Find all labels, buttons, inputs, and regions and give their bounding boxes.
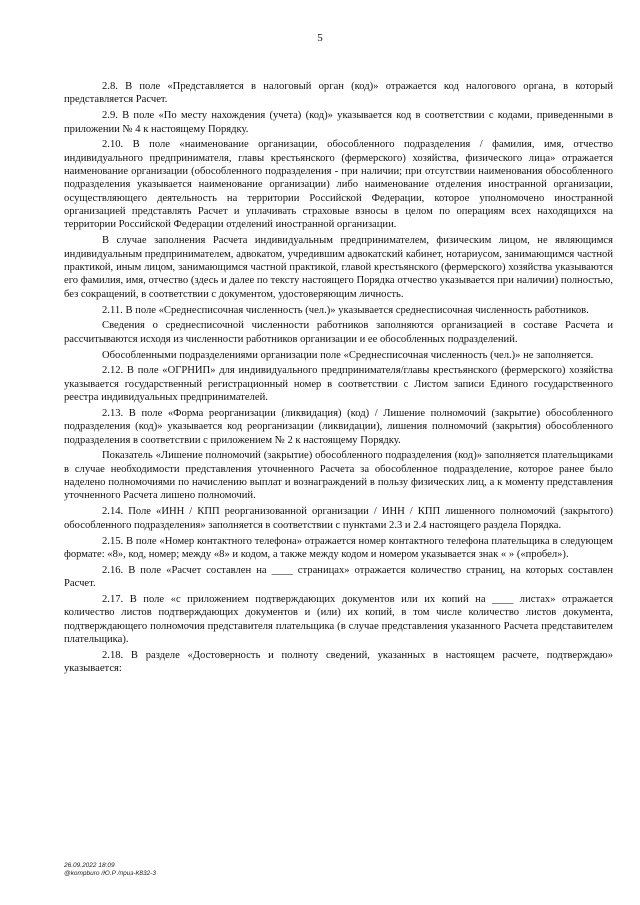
footer-stamp-text: @kompburo /Ю.Р /приз-К832-3 <box>64 870 156 878</box>
paragraph-2-18: 2.18. В разделе «Достоверность и полноту сведений, указанных в настоящем расчете, подтверждаю» указывается: <box>64 649 613 675</box>
paragraph-2-11-details: Сведения о среднесписочной численности работников заполняются организацией в составе Расчета и рассчитываются исходя из численности работников организации и ее обособленных подразделений. <box>64 320 613 345</box>
paragraph-2-17: 2.17. В поле «с приложением подтверждающих документов или их копий на ____ листах» отражается количество листов подтверждающих документов и (или) их копий, в том числе количество листов документа, подтверждающего полномочия представителя плательщика (в случае представления указанного Расчета представителем плательщика). <box>64 593 613 645</box>
footer-date: 26.09.2022 18:09 <box>64 862 115 869</box>
page-number: 5 <box>317 32 323 44</box>
paragraph-2-10-continued: В случае заполнения Расчета индивидуальным предпринимателем, физическим лицом, не являющимся индивидуальным предпринимателем, адвокатом, учредившим адвокатский кабинет, нотариусом, занимающимся частной практикой, иным лицом, занимающимся частной практикой, главой крестьянского (фермерского) хозяйства указываются его фамилия, имя, отчество (здесь и далее по тексту настоящего Порядка отчество указывается при наличии) полностью, без сокращений, в соответствии с документом, удостоверяющим личность. <box>64 235 613 300</box>
document-body <box>64 80 613 678</box>
paragraph-2-10: 2.10. В поле «наименование организации, обособленного подразделения / фамилия, имя, отчество индивидуального предпринимателя, главы крестьянского (фермерского) хозяйства, физического лица» отражается наименование организации (обособленного подразделения - при наличии; при отсутствии наименования обособленного подразделения указывается наименование организации) либо наименование отделения иностранной организации, осуществляющего деятельность на территории Российской Федерации, которое уполномочено иностранной организацией представлять Расчет и уплачивать страховые взносы в целом по операциям всех находящихся на территории Российской Федерации отделений иностранной организации. <box>64 139 613 231</box>
paragraph-2-11: 2.11. В поле «Среднесписочная численность (чел.)» указывается среднесписочная численность работников. <box>102 304 589 316</box>
paragraph-2-9: 2.9. В поле «По месту нахождения (учета) (код)» указывается код в соответствии с кодами, приведенными в приложении № 4 к настоящему Порядку. <box>64 110 613 135</box>
paragraph-2-12: 2.12. В поле «ОГРНИП» для индивидуального предпринимателя/главы крестьянского (фермерского) хозяйства указывается государственный регистрационный номер в соответствии с Листом записи Единого государственного реестра индивидуальных предпринимателей. <box>64 365 613 404</box>
paragraph-2-11-subdivisions: Обособленными подразделениями организации поле «Среднесписочная численность (чел.)» не заполняется. <box>102 349 594 361</box>
paragraph-2-16: 2.16. В поле «Расчет составлен на ____ страницах» отражается количество страниц, на которых составлен Расчет. <box>64 564 613 590</box>
footer-stamp <box>64 862 156 879</box>
paragraph-2-8: 2.8. В поле «Представляется в налоговый орган (код)» отражается код налогового органа, в который представляется Расчет. <box>64 81 613 106</box>
paragraph-2-13: 2.13. В поле «Форма реорганизации (ликвидация) (код) / Лишение полномочий (закрытие) обособленного подразделения (код)» указывается код реорганизации (ликвидации), лишения полномочий (закрытия) обособленного подразделения в соответствии с приложением № 2 к настоящему Порядку. <box>64 407 613 446</box>
paragraph-2-13-indicator: Показатель «Лишение полномочий (закрытие) обособленного подразделения (код)» заполняется плательщиками в случае необходимости представления уточненного Расчета за обособленное подразделение, которое ранее было наделено полномочиями по начислению выплат и вознаграждений в пользу физических лиц, а к моменту представления уточненного Расчета лишено полномочий. <box>64 450 613 502</box>
paragraph-2-14: 2.14. Поле «ИНН / КПП реорганизованной организации / ИНН / КПП лишенного полномочий (закрытого) обособленного подразделения» заполняется в соответствии с пунктами 2.3 и 2.4 настоящего раздела Порядка. <box>64 506 613 531</box>
paragraph-2-15: 2.15. В поле «Номер контактного телефона» отражается номер контактного телефона плательщика в следующем формате: «8», код, номер; между «8» и кодом, а также между кодом и номером указывается знак « » («пробел»). <box>64 535 613 560</box>
